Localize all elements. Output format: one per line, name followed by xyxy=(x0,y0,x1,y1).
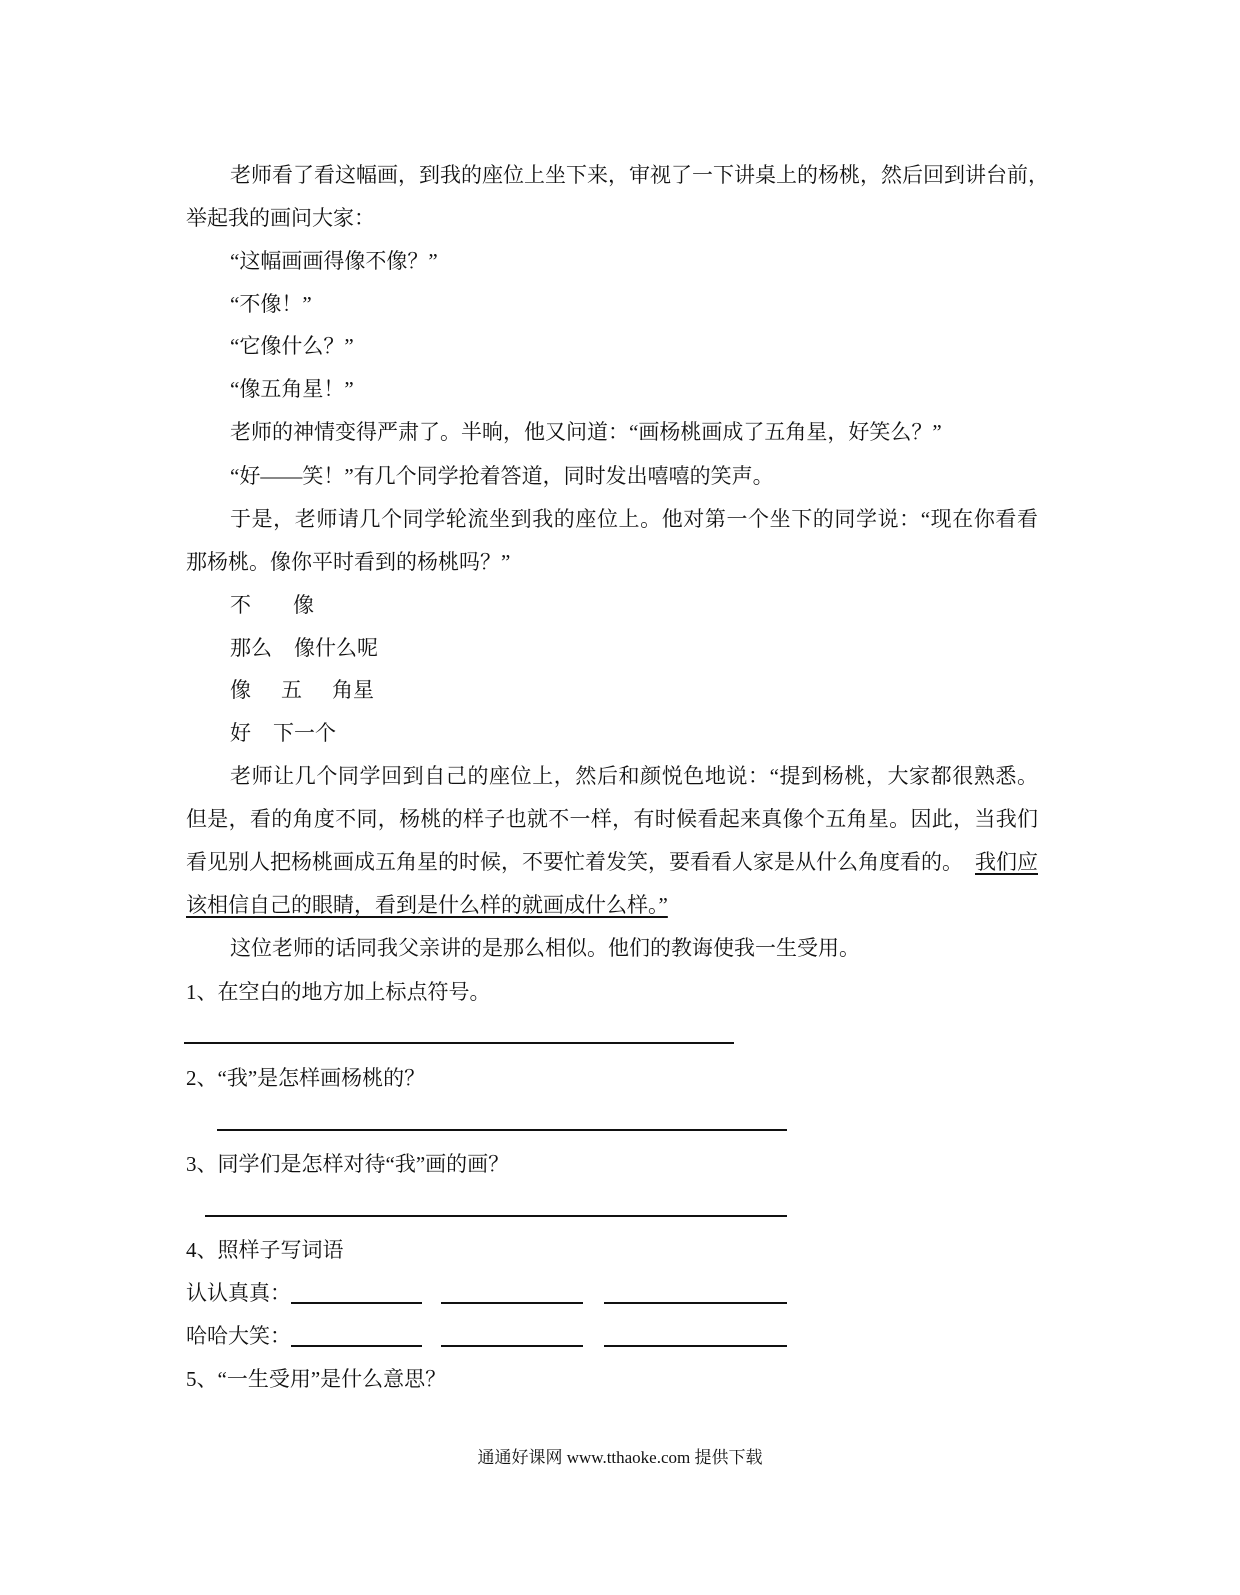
word: 像 xyxy=(230,678,251,702)
answer-line[interactable] xyxy=(217,1129,787,1131)
paragraph-line: 那杨桃。像你平时看到的杨桃吗？” xyxy=(186,550,511,574)
paragraph-line: 举起我的画问大家： xyxy=(186,206,375,230)
word: 下一个 xyxy=(273,721,336,745)
dialogue-line: “像五角星！” xyxy=(230,377,354,401)
dialogue-line: “这幅画画得像不像？” xyxy=(230,249,438,273)
paragraph-line: “好——笑！”有几个同学抢着答道，同时发出嘻嘻的笑声。 xyxy=(230,464,774,488)
answer-blank[interactable] xyxy=(604,1302,787,1304)
dialogue-line: “不像！” xyxy=(230,292,312,316)
text: 看见别人把杨桃画成五角星的时候，不要忙着发笑，要看看人家是从什么角度看的。 xyxy=(186,850,963,874)
underlined-text: 该相信自己的眼睛，看到是什么样的就画成什么样。” xyxy=(186,893,668,917)
question-3: 3、同学们是怎样对待“我”画的画？ xyxy=(186,1152,510,1176)
paragraph-line: 于是，老师请几个同学轮流坐到我的座位上。他对第一个坐下的同学说：“现在你看看 xyxy=(230,507,1038,531)
blank-punctuation-line xyxy=(230,676,1038,704)
answer-line[interactable] xyxy=(184,1042,734,1044)
paragraph-line: 老师让几个同学回到自己的座位上，然后和颜悦色地说：“提到杨桃，大家都很熟悉。 xyxy=(230,764,1038,788)
blank-punctuation-line xyxy=(230,591,1038,619)
word: 五 xyxy=(281,678,302,702)
answer-blank[interactable] xyxy=(441,1345,583,1347)
word: 好 xyxy=(230,721,251,745)
word: 不 xyxy=(230,593,251,617)
paragraph-line: 老师看了看这幅画，到我的座位上坐下来，审视了一下讲桌上的杨桃，然后回到讲台前， xyxy=(230,163,1049,187)
blank-punctuation-line xyxy=(230,634,1038,662)
paragraph-line: 这位老师的话同我父亲讲的是那么相似。他们的教诲使我一生受用。 xyxy=(230,936,860,960)
underlined-text: 我们应 xyxy=(975,850,1038,874)
word: 像 xyxy=(293,593,314,617)
answer-line[interactable] xyxy=(205,1215,787,1217)
dialogue-line: “它像什么？” xyxy=(230,334,354,358)
paragraph-line xyxy=(186,848,1038,876)
word: 角星 xyxy=(332,678,374,702)
paragraph-line xyxy=(186,891,1038,919)
answer-blank[interactable] xyxy=(441,1302,583,1304)
blank-punctuation-line xyxy=(230,719,1038,747)
q4-row-label: 认认真真： xyxy=(186,1281,291,1305)
word: 像什么呢 xyxy=(294,636,378,660)
answer-blank[interactable] xyxy=(291,1345,422,1347)
question-2: 2、“我”是怎样画杨桃的？ xyxy=(186,1066,426,1090)
paragraph-line: 老师的神情变得严肃了。半晌，他又问道：“画杨桃画成了五角星，好笑么？” xyxy=(230,420,942,444)
answer-blank[interactable] xyxy=(604,1345,787,1347)
answer-blank[interactable] xyxy=(291,1302,422,1304)
question-4: 4、照样子写词语 xyxy=(186,1238,344,1262)
question-5: 5、“一生受用”是什么意思？ xyxy=(186,1367,447,1391)
paragraph-line: 但是，看的角度不同，杨桃的样子也就不一样，有时候看起来真像个五角星。因此，当我们 xyxy=(186,807,1038,831)
question-1: 1、在空白的地方加上标点符号。 xyxy=(186,980,491,1004)
footer-source: 通通好课网 www.tthaoke.com 提供下载 xyxy=(477,1448,763,1467)
q4-row-label: 哈哈大笑： xyxy=(186,1324,291,1348)
word: 那么 xyxy=(230,636,272,660)
